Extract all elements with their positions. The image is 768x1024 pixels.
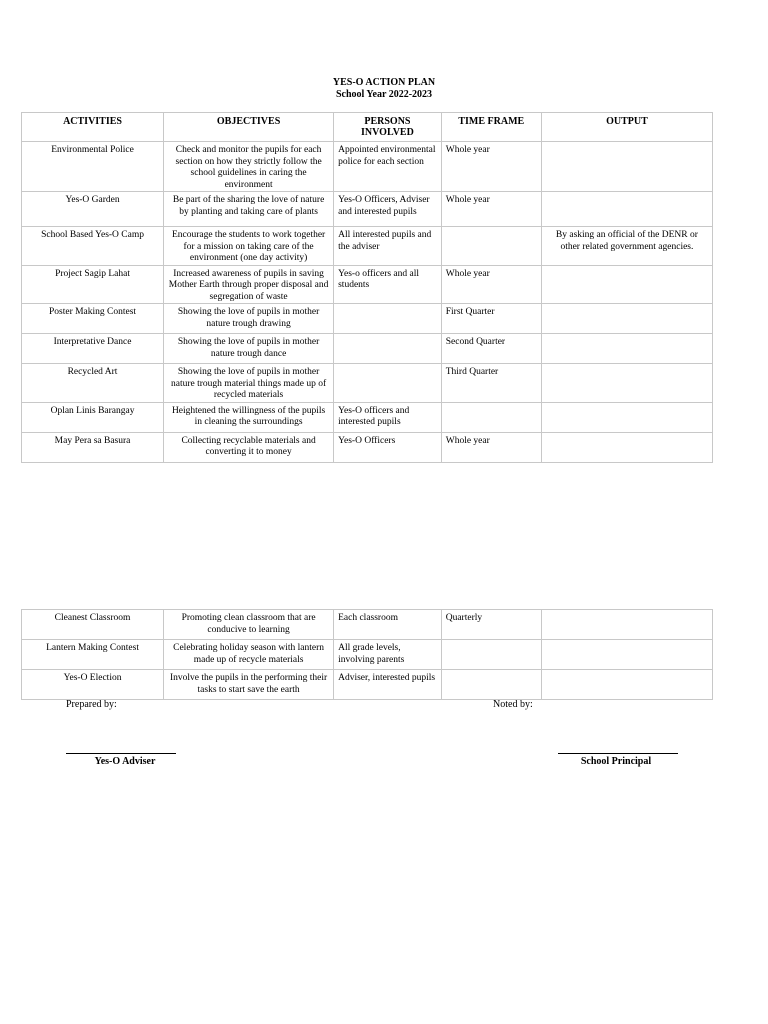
activity-cell: Project Sagip Lahat	[22, 265, 164, 304]
adviser-title: Yes-O Adviser	[94, 756, 156, 767]
objective-cell: Collecting recyclable materials and converting it to money	[164, 432, 334, 462]
activity-cell: Poster Making Contest	[22, 304, 164, 334]
activity-cell: Oplan Linis Barangay	[22, 402, 164, 432]
objective-cell: Encourage the students to work together for a mission on taking care of the environment (one day activity)	[164, 227, 334, 266]
persons-involved-cell: Yes-O officers and interested pupils	[334, 402, 442, 432]
activity-cell: Lantern Making Contest	[22, 640, 164, 670]
output-cell	[541, 402, 712, 432]
output-cell	[541, 304, 712, 334]
action-plan-table	[21, 112, 713, 463]
table-row	[22, 334, 713, 364]
activity-cell: Yes-O Garden	[22, 192, 164, 227]
activity-cell: Yes-O Election	[22, 670, 164, 700]
persons-involved-cell: Adviser, interested pupils	[334, 670, 442, 700]
output-cell	[541, 610, 712, 640]
output-cell	[541, 265, 712, 304]
persons-involved-cell: Each classroom	[334, 610, 442, 640]
document-title: YES-O ACTION PLAN	[332, 77, 436, 88]
activity-cell: Recycled Art	[22, 364, 164, 403]
output-cell	[541, 640, 712, 670]
time-frame-cell	[441, 227, 541, 266]
objective-cell: Check and monitor the pupils for each section on how they strictly follow the school guidelines in caring the environment	[164, 142, 334, 192]
principal-signature-line	[558, 753, 678, 754]
persons-involved-cell: All interested pupils and the adviser	[334, 227, 442, 266]
prepared-by-label: Prepared by:	[66, 699, 117, 710]
output-cell	[541, 670, 712, 700]
output-cell: By asking an official of the DENR or other related government agencies.	[541, 227, 712, 266]
time-frame-cell: Whole year	[441, 265, 541, 304]
output-cell	[541, 192, 712, 227]
table-row	[22, 364, 713, 403]
time-frame-cell	[441, 670, 541, 700]
activity-cell: May Pera sa Basura	[22, 432, 164, 462]
school-year: School Year 2022-2023	[335, 89, 433, 100]
persons-involved-cell	[334, 334, 442, 364]
objective-cell: Increased awareness of pupils in saving Mother Earth through proper disposal and segregation of waste	[164, 265, 334, 304]
table-row	[22, 304, 713, 334]
table-row	[22, 265, 713, 304]
noted-by-label: Noted by:	[493, 699, 533, 710]
persons-involved-cell: Yes-O Officers	[334, 432, 442, 462]
persons-involved-cell: Yes-O Officers, Adviser and interested pupils	[334, 192, 442, 227]
header-time-frame: TIME FRAME	[441, 113, 541, 142]
table-row	[22, 640, 713, 670]
table-row	[22, 402, 713, 432]
time-frame-cell: Whole year	[441, 432, 541, 462]
header-output: OUTPUT	[541, 113, 712, 142]
adviser-signature-line	[66, 753, 176, 754]
activity-cell: Environmental Police	[22, 142, 164, 192]
persons-involved-cell: Appointed environmental police for each section	[334, 142, 442, 192]
persons-involved-cell	[334, 304, 442, 334]
activity-cell: Interpretative Dance	[22, 334, 164, 364]
objective-cell: Showing the love of pupils in mother nature trough drawing	[164, 304, 334, 334]
persons-involved-cell: Yes-o officers and all students	[334, 265, 442, 304]
table-row	[22, 610, 713, 640]
time-frame-cell	[441, 402, 541, 432]
output-cell	[541, 432, 712, 462]
objective-cell: Celebrating holiday season with lantern made up of recycle materials	[164, 640, 334, 670]
objective-cell: Be part of the sharing the love of nature by planting and taking care of plants	[164, 192, 334, 227]
objective-cell: Involve the pupils in the performing their tasks to start save the earth	[164, 670, 334, 700]
table-row	[22, 670, 713, 700]
output-cell	[541, 364, 712, 403]
header-objectives: OBJECTIVES	[164, 113, 334, 142]
time-frame-cell: Whole year	[441, 192, 541, 227]
persons-involved-cell: All grade levels, involving parents	[334, 640, 442, 670]
principal-title: School Principal	[580, 756, 652, 767]
time-frame-cell	[441, 640, 541, 670]
activity-cell: Cleanest Classroom	[22, 610, 164, 640]
output-cell	[541, 334, 712, 364]
time-frame-cell: Quarterly	[441, 610, 541, 640]
header-activities: ACTIVITIES	[22, 113, 164, 142]
objective-cell: Showing the love of pupils in mother nature trough material things made up of recycled materials	[164, 364, 334, 403]
activity-cell: School Based Yes-O Camp	[22, 227, 164, 266]
objective-cell: Heightened the willingness of the pupils in cleaning the surroundings	[164, 402, 334, 432]
time-frame-cell: Second Quarter	[441, 334, 541, 364]
action-plan-table-continued	[21, 609, 713, 700]
table-row	[22, 432, 713, 462]
header-persons-involved: PERSONS INVOLVED	[334, 113, 442, 142]
time-frame-cell: Whole year	[441, 142, 541, 192]
time-frame-cell: First Quarter	[441, 304, 541, 334]
output-cell	[541, 142, 712, 192]
table-row	[22, 142, 713, 192]
objective-cell: Showing the love of pupils in mother nature trough dance	[164, 334, 334, 364]
table-row	[22, 227, 713, 266]
time-frame-cell: Third Quarter	[441, 364, 541, 403]
objective-cell: Promoting clean classroom that are conducive to learning	[164, 610, 334, 640]
persons-involved-cell	[334, 364, 442, 403]
table-row	[22, 192, 713, 227]
